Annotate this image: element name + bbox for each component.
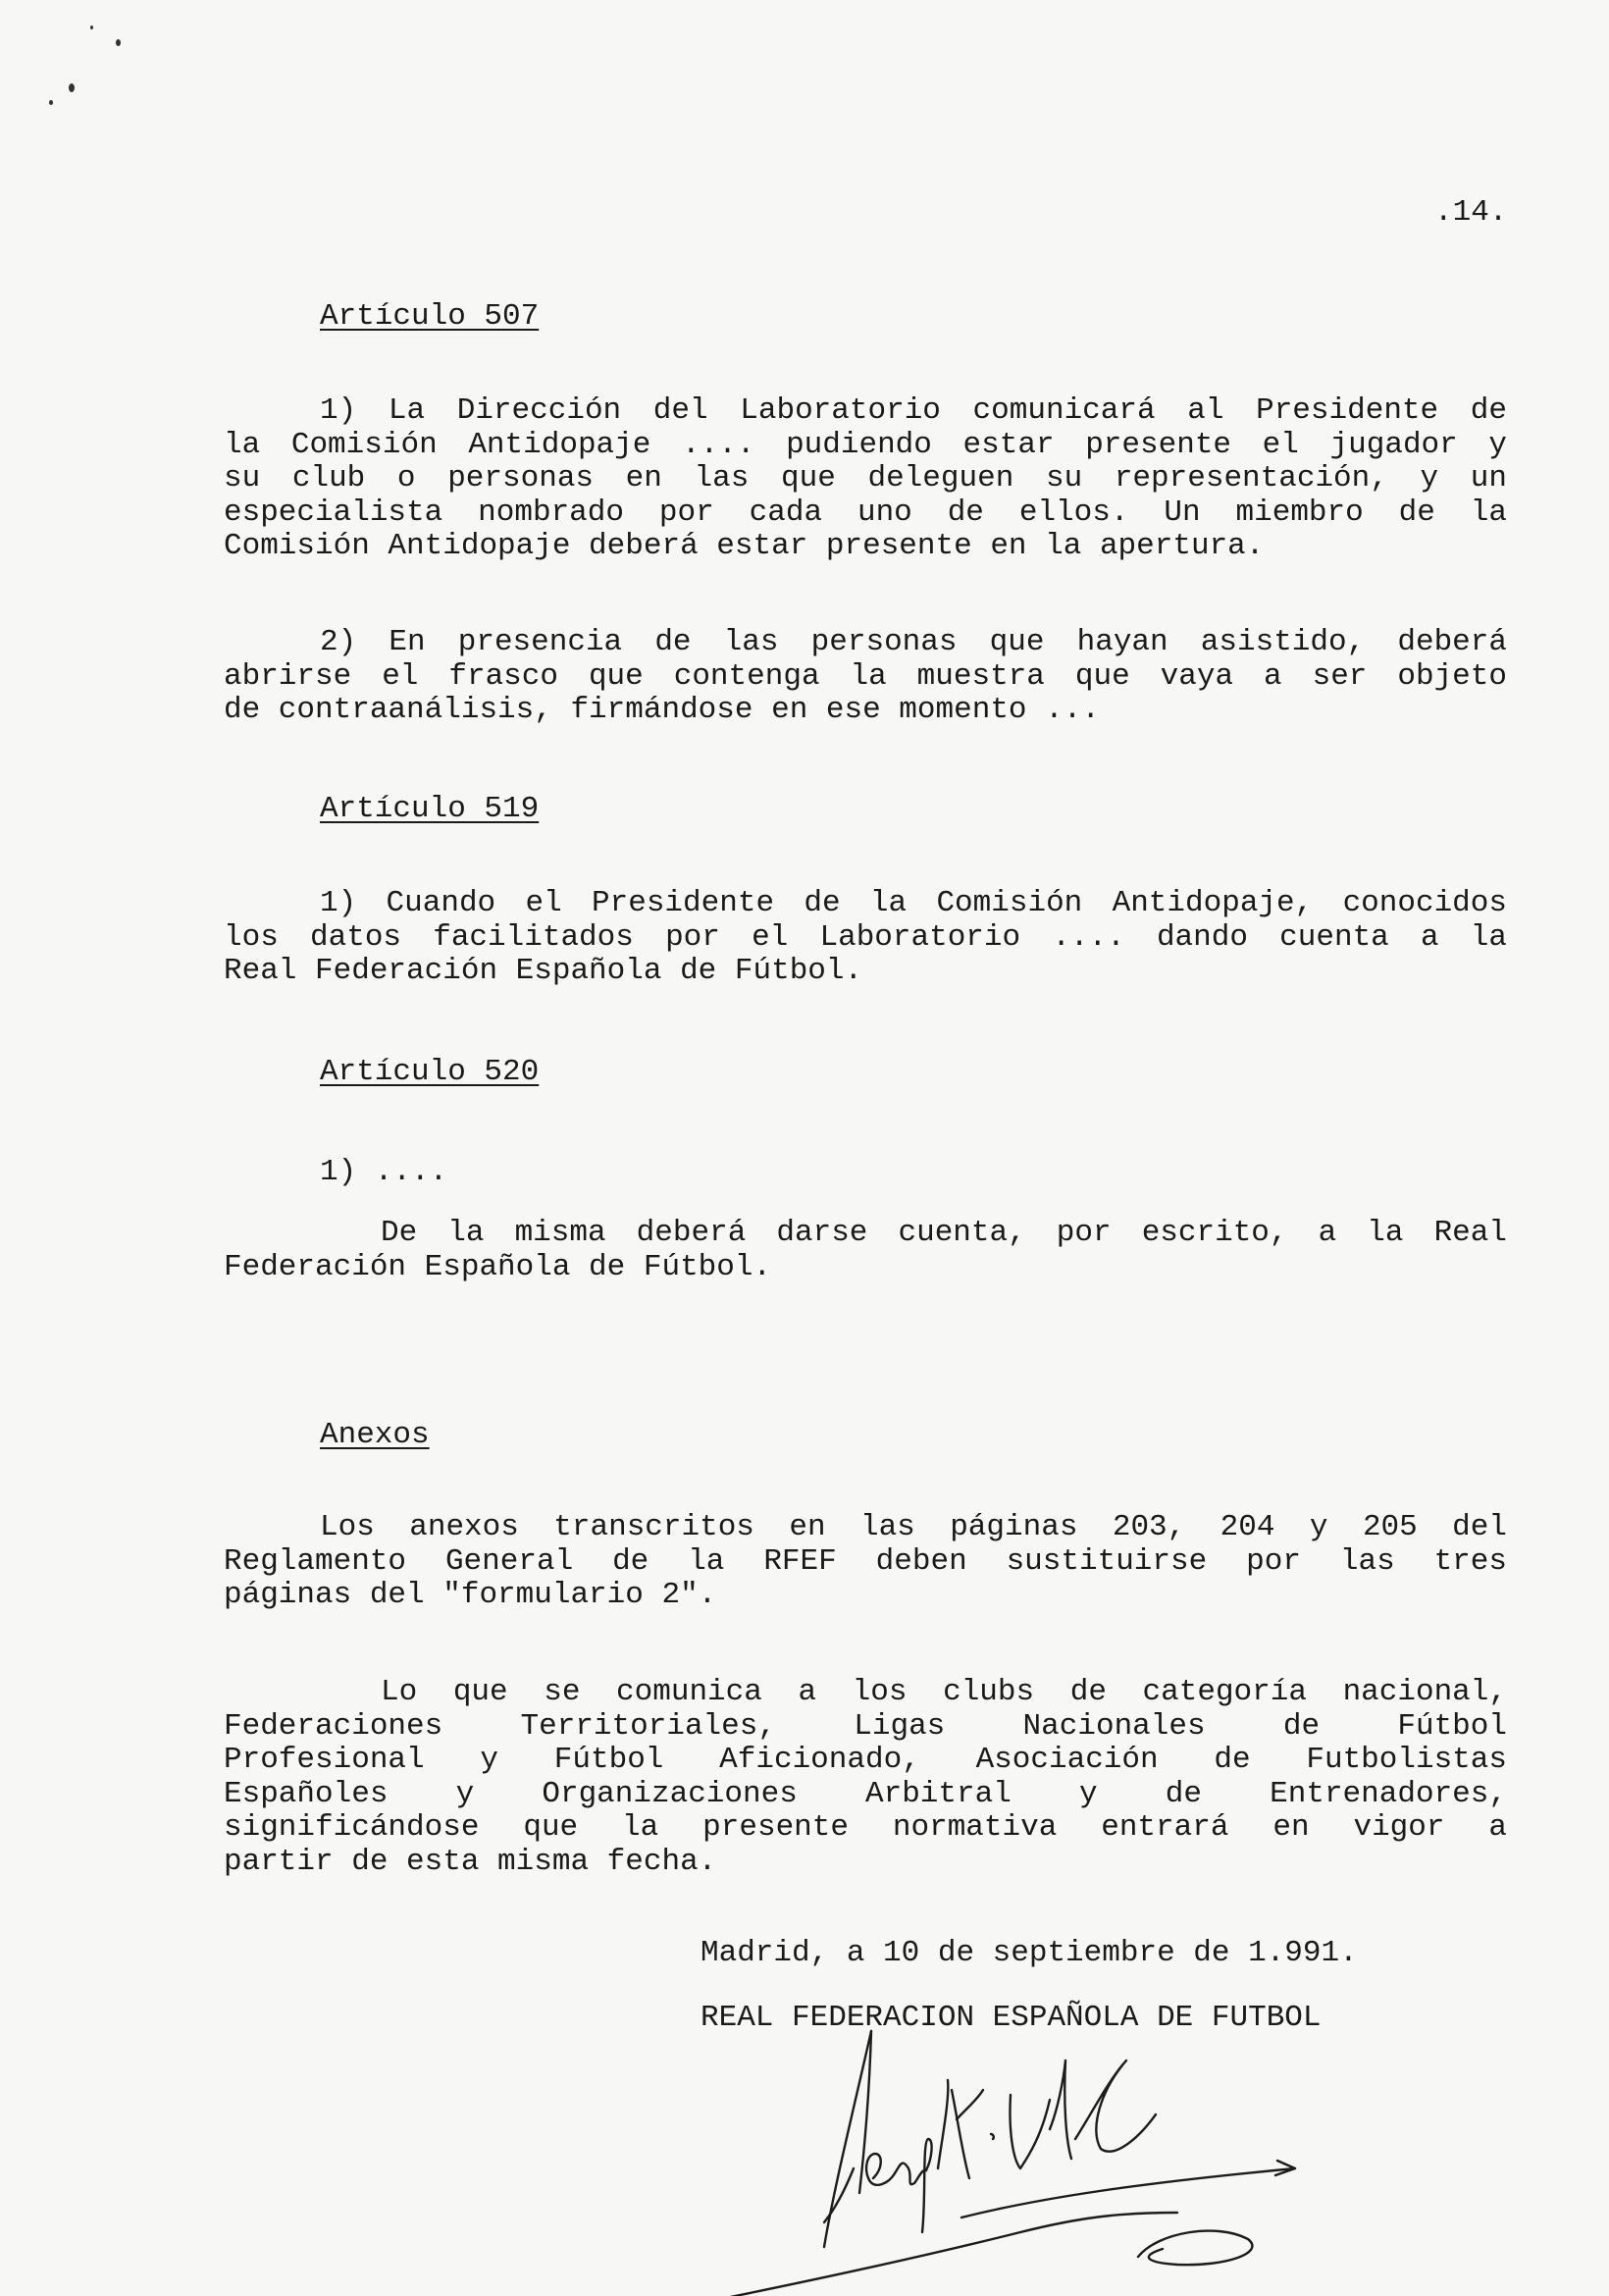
text-line: su club o personas en las que deleguen su representación, y un — [224, 461, 1507, 496]
text-line: Real Federación Española de Fútbol. — [224, 954, 863, 988]
scan-speck — [49, 100, 53, 105]
text-line: Comisión Antidopaje deberá estar presente en la apertura. — [224, 529, 1265, 563]
text-line: 1) La Dirección del Laboratorio comunicará al Presidente de — [320, 393, 1507, 428]
text-line: Reglamento General de la RFEF deben sustituirse por las tres — [224, 1543, 1507, 1579]
article-520-item: 1) .... — [320, 1155, 448, 1189]
text-line: Los anexos transcritos en las páginas 203, 204 y 205 del — [320, 1510, 1507, 1544]
text-line: De la misma deberá darse cuenta, por escrito, a la Real — [381, 1216, 1507, 1250]
text-line: Federaciones Territoriales, Ligas Nacionales de Fútbol — [224, 1708, 1507, 1744]
article-519-paragraph-1 — [224, 887, 1507, 989]
scan-speck — [90, 26, 93, 29]
text-line: Federación Española de Fútbol. — [224, 1249, 772, 1284]
text-line: la Comisión Antidopaje .... pudiendo estar presente el jugador y — [224, 427, 1507, 462]
text-line: 1) Cuando el Presidente de la Comisión Antidopaje, conocidos — [320, 886, 1507, 920]
text-line: 2) En presencia de las personas que hayan asistido, deberá — [320, 625, 1507, 659]
text-line: abrirse el frasco que contenga la muestra que vaya a ser objeto — [224, 658, 1507, 694]
text-line: Españoles y Organizaciones Arbitral y de Entrenadores, — [224, 1776, 1507, 1811]
article-507-paragraph-1 — [224, 394, 1507, 564]
text-line: Profesional y Fútbol Aficionado, Asociación de Futbolistas — [224, 1743, 1507, 1777]
text-line: Lo que se comunica a los clubs de categoría nacional, — [381, 1675, 1507, 1709]
organization-name: REAL FEDERACION ESPAÑOLA DE FUTBOL — [701, 2001, 1322, 2035]
text-line: significándose que la presente normativa entrará en vigor a — [224, 1810, 1507, 1845]
article-507-heading: Artículo 507 — [320, 299, 540, 334]
text-line: especialista nombrado por cada uno de ellos. Un miembro de la — [224, 495, 1507, 530]
text-line: de contraanálisis, firmándose en ese momento ... — [224, 693, 1100, 727]
anexos-paragraph-2 — [224, 1676, 1507, 1879]
anexos-paragraph-1 — [224, 1511, 1507, 1613]
text-line: los datos facilitados por el Laboratorio .... dando cuenta a la — [224, 919, 1507, 955]
text-line: páginas del "formulario 2". — [224, 1578, 717, 1612]
scan-speck — [116, 39, 121, 46]
scan-speck — [69, 83, 75, 92]
page-number: .14. — [1434, 195, 1508, 230]
text-line: partir de esta misma fecha. — [224, 1844, 717, 1879]
article-520-heading: Artículo 520 — [320, 1055, 540, 1089]
article-507-paragraph-2 — [224, 626, 1507, 728]
signature — [589, 2021, 1374, 2296]
article-520-paragraph — [224, 1217, 1507, 1284]
place-date: Madrid, a 10 de septiembre de 1.991. — [701, 1936, 1358, 1970]
article-519-heading: Artículo 519 — [320, 792, 540, 826]
anexos-heading: Anexos — [320, 1418, 430, 1452]
